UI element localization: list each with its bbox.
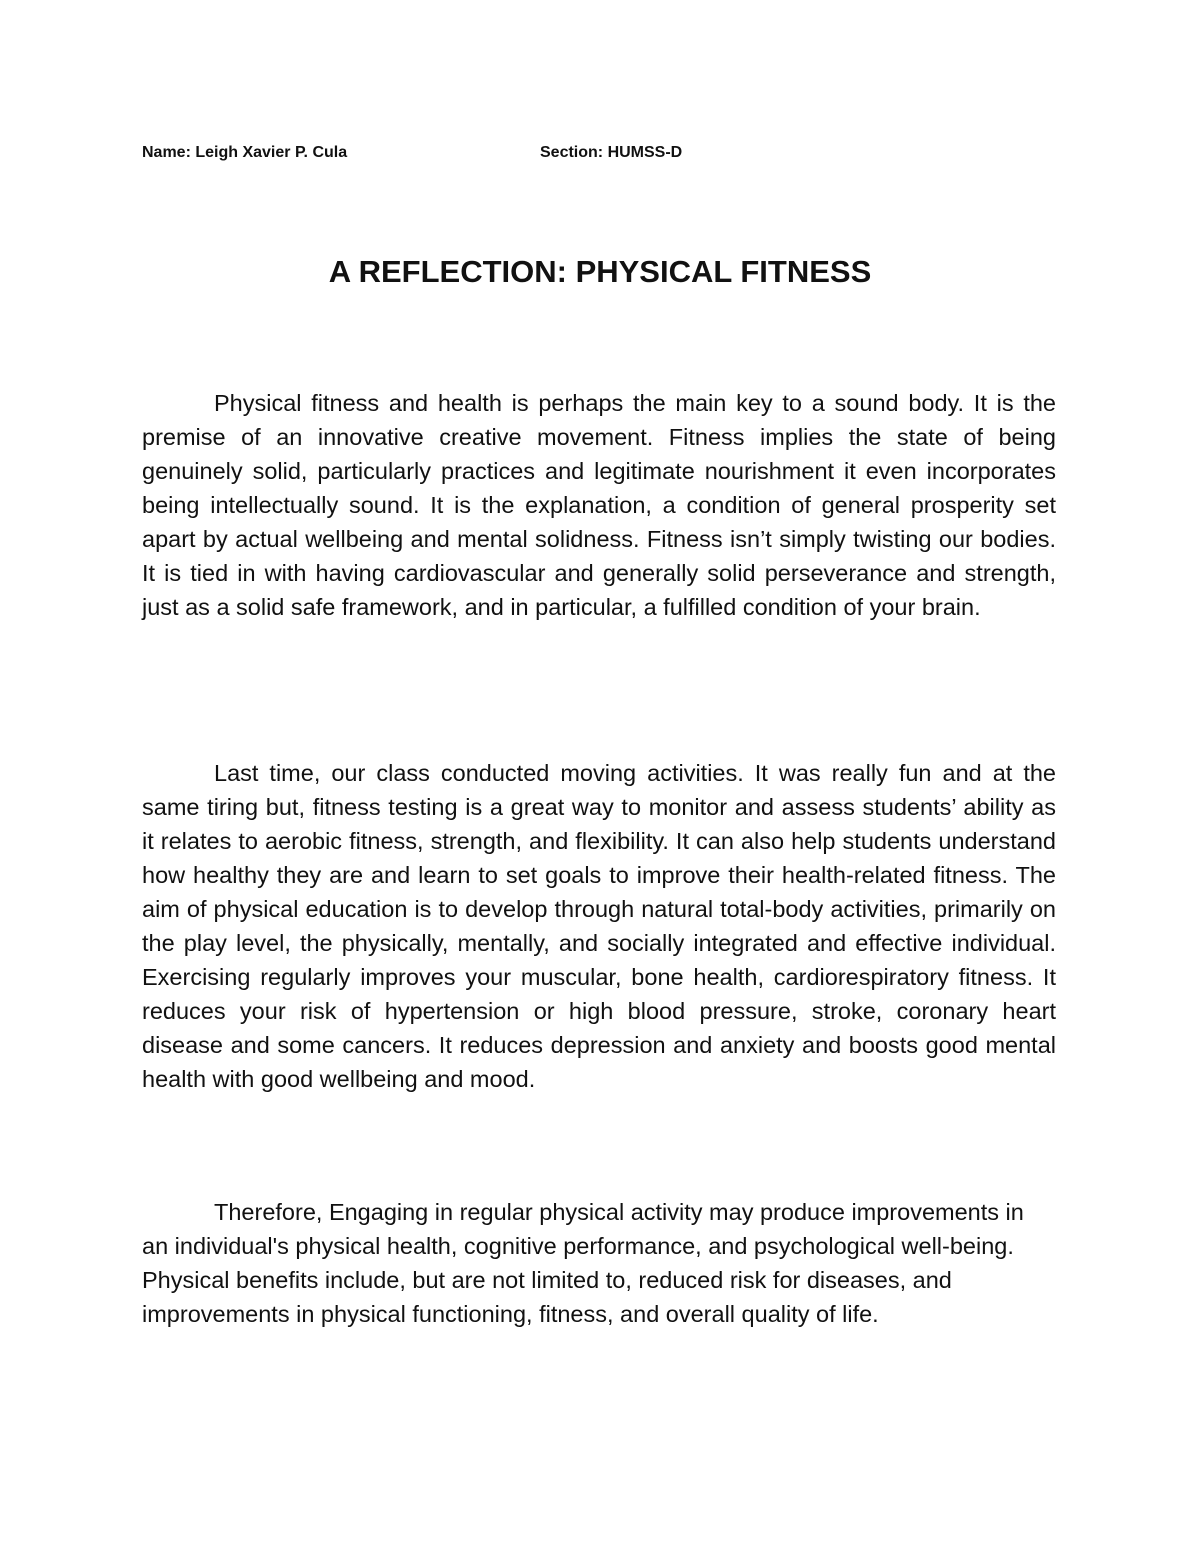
- document-header: [142, 144, 1058, 168]
- paragraph-2: Last time, our class conducted moving activities. It was really fun and at the same tiring but, fitness testing is a great way to monitor and assess students’ ability as it relates to aerobic fitness, strength, and flexibility. It can also help students understand how healthy they are and learn to set goals to improve their health-related fitness. The aim of physical education is to develop through natural total-body activities, primarily on the play level, the physically, mentally, and socially integrated and effective individual. Exercising regularly improves your muscular, bone health, cardiorespiratory fitness. It reduces your risk of hypertension or high blood pressure, stroke, coronary heart disease and some cancers. It reduces depression and anxiety and boosts good mental health with good wellbeing and mood.: [142, 760, 1056, 1092]
- student-name: Name: Leigh Xavier P. Cula: [142, 144, 348, 161]
- paragraph-3: Therefore, Engaging in regular physical activity may produce improvements in an individual's physical health, cognitive performance, and psychological well-being. Physical benefits include, but are not limited to, reduced risk for diseases, and improvements in physical functioning, fitness, and overall quality of life.: [142, 1199, 1024, 1327]
- paragraph-1: Physical fitness and health is perhaps the main key to a sound body. It is the premise of an innovative creative movement. Fitness implies the state of being genuinely solid, particularly practices and legitimate nourishment it even incorporates being intellectually sound. It is the explanation, a condition of general prosperity set apart by actual wellbeing and mental solidness. Fitness isn’t simply twisting our bodies. It is tied in with having cardiovascular and generally solid perseverance and strength, just as a solid safe framework, and in particular, a fulfilled condition of your brain.: [142, 390, 1056, 620]
- student-section: Section: HUMSS-D: [540, 144, 683, 161]
- document-title: A REFLECTION: PHYSICAL FITNESS: [328, 254, 872, 289]
